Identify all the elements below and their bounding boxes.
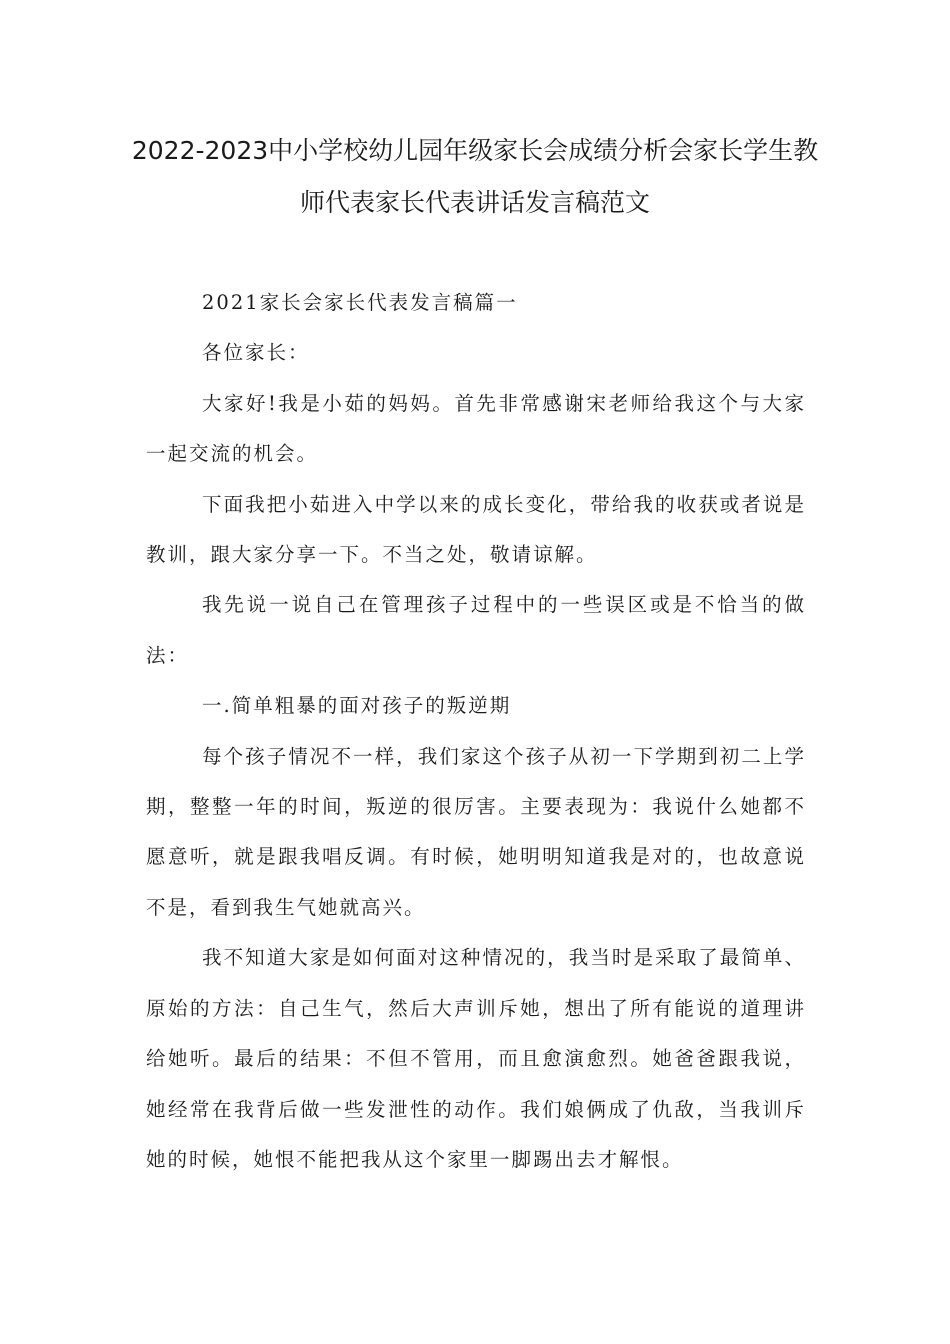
paragraph: 下面我把小茹进入中学以来的成长变化，带给我的收获或者说是教训，跟大家分享一下。不当之处，敬请谅解。 [146,492,806,567]
paragraph: 大家好!我是小茹的妈妈。首先非常感谢宋老师给我这个与大家一起交流的机会。 [146,391,806,466]
document-body [146,278,806,1185]
document-title: 2022-2023中小学校幼儿园年级家长会成绩分析会家长学生教师代表家长代表讲话发言稿范文 [131,136,819,217]
section-heading: 2021家长会家长代表发言稿篇一 [202,291,518,314]
paragraph: 我不知道大家是如何面对这种情况的，我当时是采取了最简单、原始的方法：自己生气，然后大声训斥她，想出了所有能说的道理讲给她听。最后的结果：不但不管用，而且愈演愈烈。她爸爸跟我说，她经常在我背后做一些发泄性的动作。我们娘俩成了仇敌，当我训斥她的时候，她恨不能把我从这个家里一脚踢出去才解恨。 [146,946,806,1171]
salutation: 各位家长： [202,341,310,365]
paragraph: 我先说一说自己在管理孩子过程中的一些误区或是不恰当的做法： [146,593,806,667]
subheading: 一.简单粗暴的面对孩子的叛逆期 [202,694,512,718]
paragraph: 每个孩子情况不一样，我们家这个孩子从初一下学期到初二上学期，整整一年的时间，叛逆的很厉害。主要表现为：我说什么她都不愿意听，就是跟我唱反调。有时候，她明明知道我是对的，也故意说不是，看到我生气她就高兴。 [146,744,806,919]
